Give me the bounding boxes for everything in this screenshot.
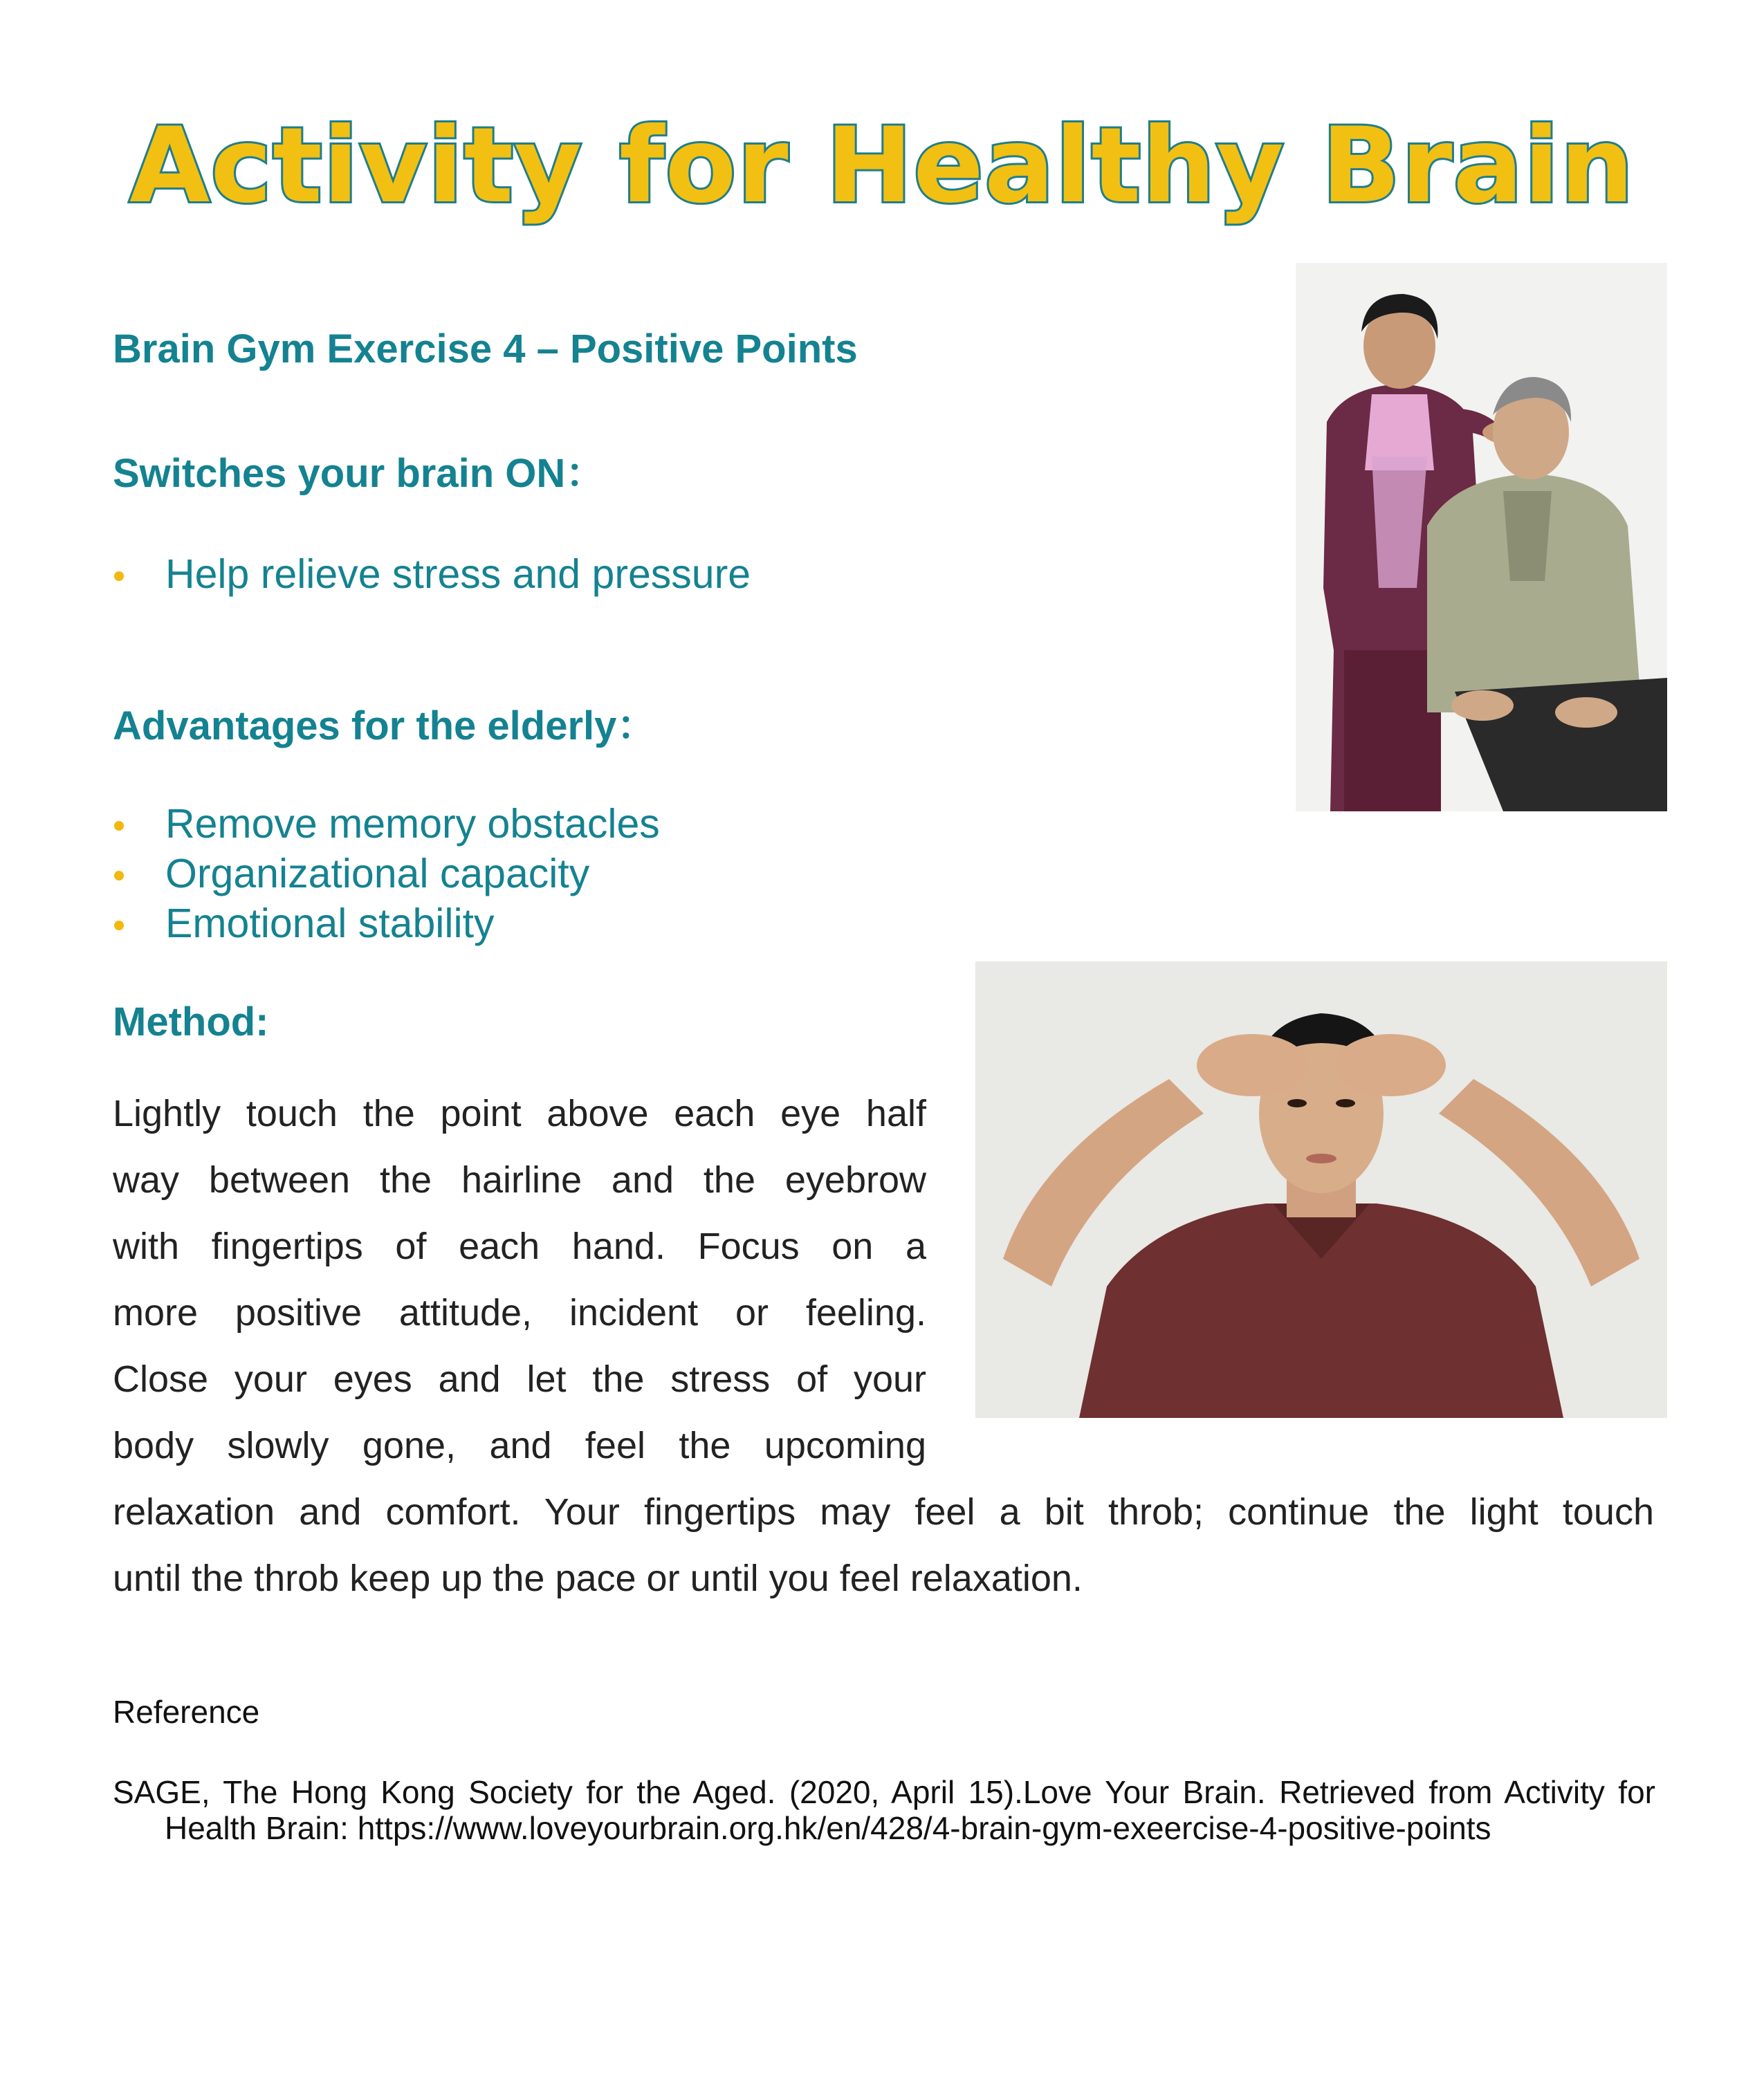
photo-woman-touching-forehead-icon — [975, 961, 1667, 1418]
advantages-list — [113, 799, 660, 948]
elderly-couple-photo — [1296, 263, 1667, 811]
method-line-2: way between the hairline and the eyebrow — [113, 1159, 926, 1201]
exercise-title: Brain Gym Exercise 4 – Positive Points — [113, 326, 858, 371]
forehead-touch-photo — [975, 961, 1667, 1418]
list-item — [113, 799, 660, 849]
list-item — [113, 898, 660, 948]
switches-heading: Switches your brain ON： — [113, 451, 606, 496]
method-heading: Method: — [113, 999, 269, 1044]
method-line-3: with fingertips of each hand. Focus on a — [113, 1226, 926, 1267]
page-title: Activity for Healthy Brain — [129, 106, 1635, 226]
list-item-text: Organizational capacity — [165, 851, 590, 896]
list-item-text: Emotional stability — [165, 901, 495, 946]
switches-list — [113, 549, 751, 599]
method-line-1: Lightly touch the point above each eye half — [113, 1093, 926, 1134]
reference-label: Reference — [113, 1694, 260, 1730]
method-line-8: until the throb keep up the pace or until you feel relaxation. — [113, 1558, 1083, 1599]
list-item — [113, 549, 751, 599]
bullet-icon — [114, 571, 124, 581]
bullet-icon — [114, 921, 124, 930]
advantages-heading: Advantages for the elderly： — [113, 703, 657, 748]
bullet-icon — [114, 871, 124, 880]
method-line-6: body slowly gone, and feel the upcoming — [113, 1425, 926, 1466]
photo-elderly-couple-head-touch-icon — [1296, 263, 1667, 811]
list-item-text: Remove memory obstacles — [165, 801, 660, 847]
method-line-5: Close your eyes and let the stress of your — [113, 1358, 926, 1400]
bullet-icon — [114, 821, 124, 831]
list-item-text: Help relieve stress and pressure — [165, 551, 751, 597]
list-item — [113, 849, 660, 898]
method-line-4: more positive attitude, incident or feeling. — [113, 1292, 926, 1334]
method-line-7: relaxation and comfort. Your fingertips may feel a bit throb; continue the light touch — [113, 1491, 1654, 1533]
reference-text: SAGE, The Hong Kong Society for the Aged. (2020, April 15).Love Your Brain. Retrieved from Activity for Health Brain: https://www.loveyourbrain.org.hk/en/428/4-brain-gym-exeercise-4-positive-points — [113, 1774, 1655, 1846]
